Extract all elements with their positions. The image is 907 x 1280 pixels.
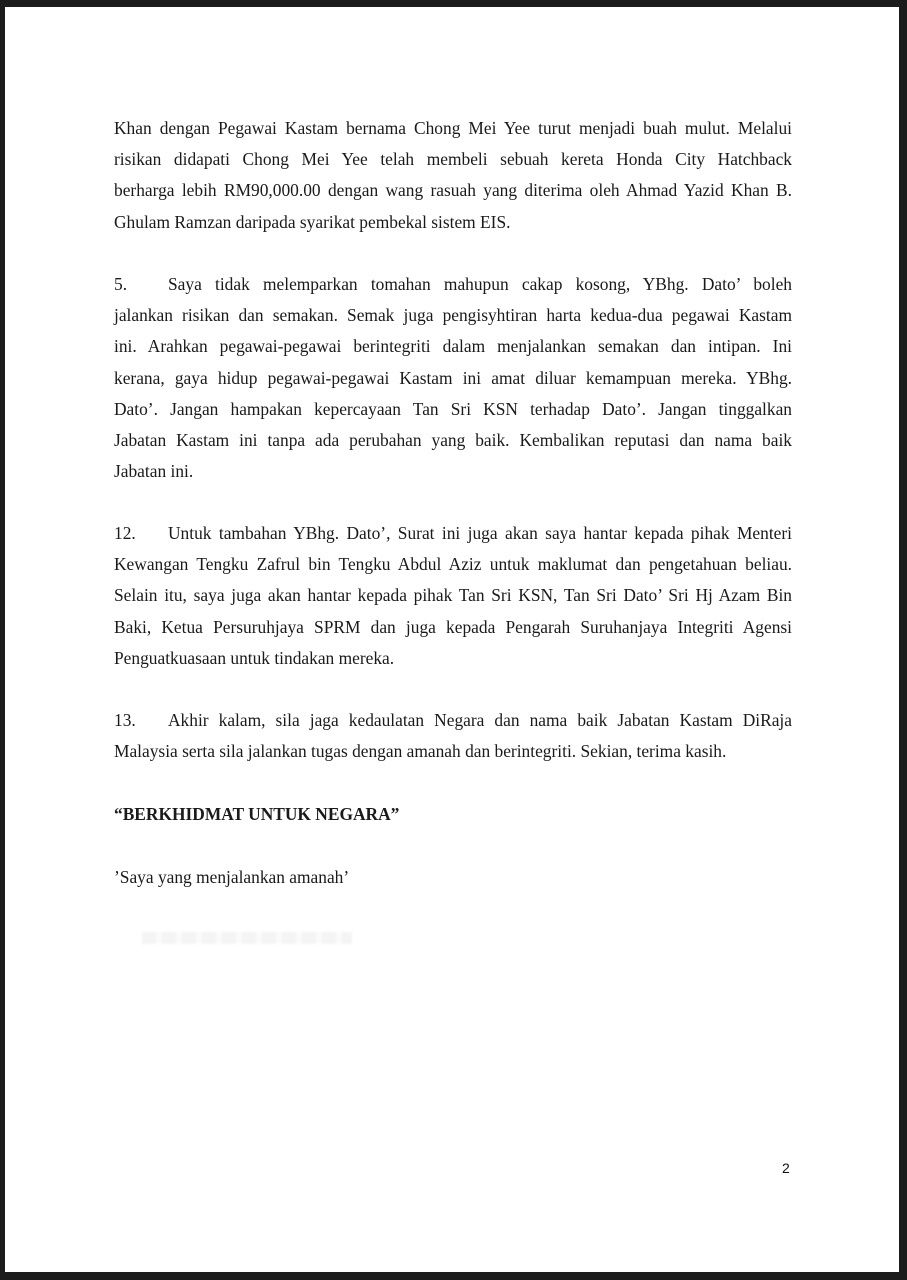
text-line: Jabatan ini.: [114, 461, 194, 482]
text-line: Dato’. Jangan hampakan kepercayaan Tan Sri KSN terhadap Dato’. Jangan tinggalkan: [114, 398, 792, 419]
paragraph-number: 5.: [114, 274, 128, 294]
text-line: kerana, gaya hidup pegawai-pegawai Kastam ini amat diluar kemampuan mereka. YBhg.: [114, 367, 792, 388]
document-page: [5, 7, 899, 1272]
signoff: ’Saya yang menjalankan amanah’: [114, 867, 350, 887]
text-line: Kewangan Tengku Zafrul bin Tengku Abdul Aziz untuk maklumat dan pengetahuan beliau.: [114, 554, 792, 575]
text-line: Ghulam Ramzan daripada syarikat pembekal sistem EIS.: [114, 211, 511, 232]
text-line: 12. Untuk tambahan YBhg. Dato’, Surat ini juga akan saya hantar kepada pihak Menteri: [114, 518, 792, 549]
paragraph-5: [114, 269, 792, 487]
text-line: Selain itu, saya juga akan hantar kepada pihak Tan Sri KSN, Tan Sri Dato’ Sri Hj Azam Bin: [114, 585, 792, 606]
paragraph-number: 13.: [114, 710, 136, 730]
redacted-block: [142, 932, 352, 944]
motto: “BERKHIDMAT UNTUK NEGARA”: [114, 804, 400, 824]
paragraph-12: [114, 518, 792, 674]
text-line: jalankan risikan dan semakan. Semak juga pengisyhtiran harta kedua-dua pegawai Kastam: [114, 305, 792, 326]
text-line: 5. Saya tidak melemparkan tomahan mahupun cakap kosong, YBhg. Dato’ boleh: [114, 269, 792, 300]
paragraph-continuation: [114, 113, 792, 238]
text-line: Malaysia serta sila jalankan tugas dengan amanah dan berintegriti. Sekian, terima kasih.: [114, 741, 727, 762]
text-line: Penguatkuasaan untuk tindakan mereka.: [114, 647, 395, 668]
text-line: risikan didapati Chong Mei Yee telah membeli sebuah kereta Honda City Hatchback: [114, 149, 792, 170]
paragraph-number: 12.: [114, 523, 136, 543]
text-line: berharga lebih RM90,000.00 dengan wang rasuah yang diterima oleh Ahmad Yazid Khan B.: [114, 180, 792, 201]
text-line: ini. Arahkan pegawai-pegawai berintegriti dalam menjalankan semakan dan intipan. Ini: [114, 336, 792, 357]
page-number: 2: [782, 1160, 790, 1176]
text-line: 13. Akhir kalam, sila jaga kedaulatan Negara dan nama baik Jabatan Kastam DiRaja: [114, 705, 792, 736]
text-line: Jabatan Kastam ini tanpa ada perubahan yang baik. Kembalikan reputasi dan nama baik: [114, 430, 792, 451]
text-line: Khan dengan Pegawai Kastam bernama Chong Mei Yee turut menjadi buah mulut. Melalui: [114, 118, 792, 138]
paragraph-13: [114, 705, 792, 767]
text-line: Baki, Ketua Persuruhjaya SPRM dan juga kepada Pengarah Suruhanjaya Integriti Agensi: [114, 616, 792, 637]
